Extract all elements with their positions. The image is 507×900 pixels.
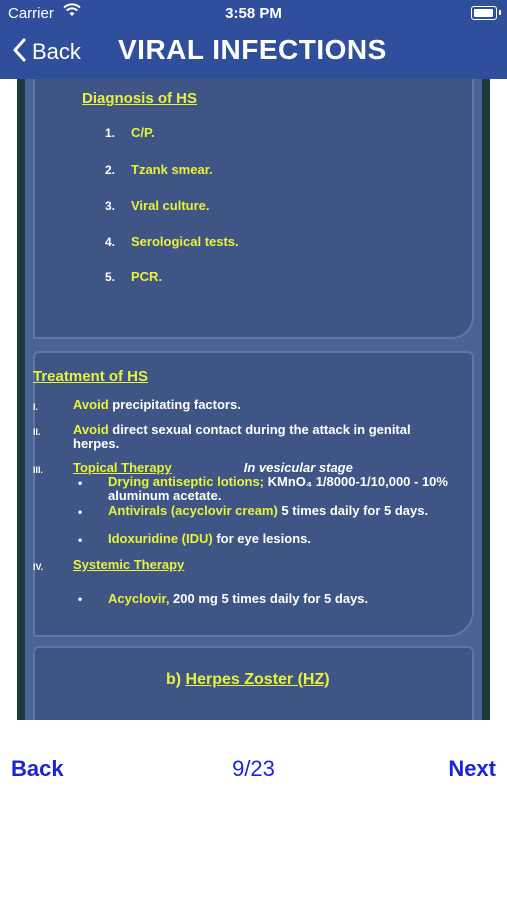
treatment-line-i: Avoid precipitating factors. [73,397,241,412]
treatment-line-iv: Systemic Therapy [73,557,185,572]
chevron-left-icon [12,38,26,67]
roman-numeral: IV. [33,562,44,572]
systemic-bullet: Acyclovir, 200 mg 5 times daily for 5 days. [108,591,369,606]
diagnosis-title: Diagnosis of HS [82,90,198,107]
battery-icon [471,6,497,20]
bullet: • [78,476,83,490]
next-slide-button[interactable]: Next [448,756,496,781]
page-indicator: 9/23 [232,756,275,781]
bullet: • [78,592,83,606]
diagnosis-item: 1. C/P. [105,125,155,140]
topical-bullet: Drying antiseptic lotions; KMnO₄ 1/8000-1/10,000 - 10% aluminum acetate. [108,474,448,503]
treatment-line-iii: Topical Therapy In vesicular stage [73,460,353,475]
diagnosis-panel [33,79,474,339]
previous-slide-button[interactable]: Back [11,756,64,781]
bullet: • [78,505,83,519]
diagnosis-item: 3. Viral culture. [105,198,210,213]
status-bar [0,0,507,28]
diagnosis-item: 4. Serological tests. [105,234,239,249]
bottom-navigation [0,720,507,900]
herpes-zoster-title: b) Herpes Zoster (HZ) [166,671,330,688]
nav-back-label: Back [32,39,81,64]
diagnosis-item: 2. Tzank smear. [105,162,213,177]
roman-numeral: II. [33,427,41,437]
treatment-line-ii: Avoid direct sexual contact during the attack in genital herpes. [73,422,411,451]
navigation-bar [0,0,507,79]
bullet: • [78,533,83,547]
carrier-label: Carrier [8,5,54,22]
treatment-title: Treatment of HS [33,368,149,385]
page-title: VIRAL INFECTIONS [118,34,387,65]
nav-back-button[interactable] [12,36,81,68]
topical-bullet: Idoxuridine (IDU) for eye lesions. [108,531,311,546]
diagnosis-item: 5. PCR. [105,269,163,284]
roman-numeral: I. [33,402,39,412]
topical-bullet: Antivirals (acyclovir cream) 5 times daily for 5 days. [108,503,429,518]
roman-numeral: III. [33,465,44,475]
clock: 3:58 PM [225,5,282,22]
